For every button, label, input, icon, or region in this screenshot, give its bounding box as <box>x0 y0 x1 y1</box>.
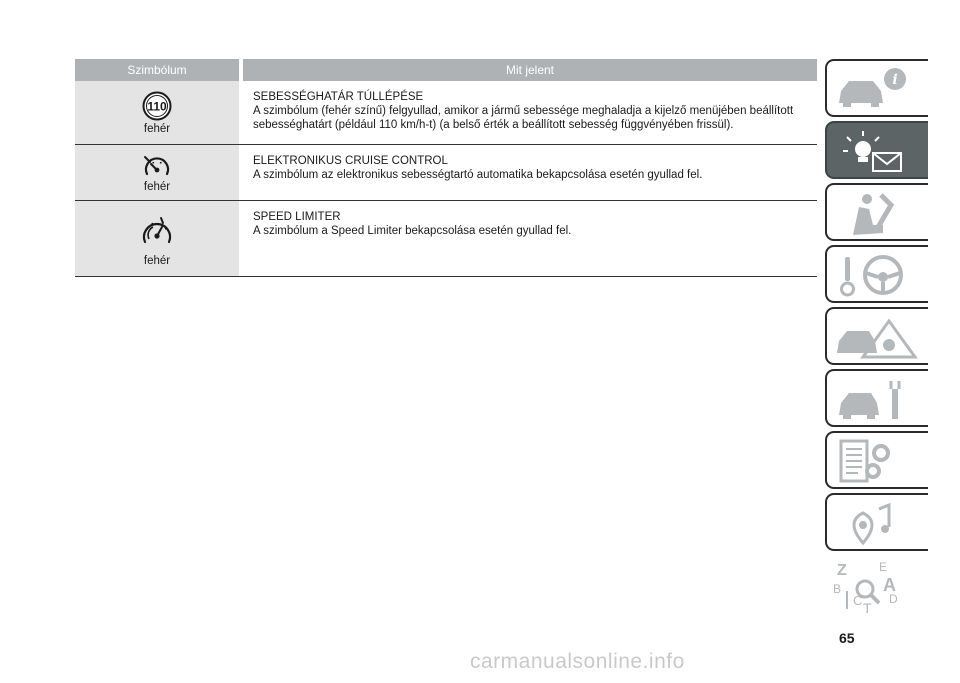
svg-text:T: T <box>863 600 872 615</box>
svg-text:D: D <box>889 592 898 606</box>
speed-limiter-icon <box>139 215 175 247</box>
meaning-cell <box>243 145 817 200</box>
warning-lights-table <box>75 59 817 277</box>
electronic-cruise-control-icon <box>140 155 174 179</box>
row-text: A szimbólum (fehér színű) felgyullad, amikor a jármű sebessége meghaladja a kijelző menüjében beállított sebességhatárt (például 110 km/h-t) (a belső érték a beállított sebesség függvényében frissül). <box>253 105 794 131</box>
svg-text:E: E <box>879 560 888 574</box>
car-crash-warning-icon <box>833 313 925 363</box>
multimedia-music-icon <box>833 499 925 549</box>
table-row <box>75 201 817 277</box>
specifications-gear-icon <box>833 437 925 487</box>
tab-technical-data[interactable] <box>825 431 928 489</box>
car-wrench-icon <box>833 375 925 425</box>
header-meaning: Mit jelent <box>243 59 817 81</box>
seat-airbag-icon <box>833 189 925 239</box>
svg-text:i: i <box>892 72 898 88</box>
svg-text:B: B <box>833 582 842 596</box>
tab-safety[interactable] <box>825 183 928 241</box>
table-row <box>75 81 817 145</box>
color-label: fehér <box>143 123 171 135</box>
table-header <box>75 59 817 81</box>
symbol-cell <box>75 145 239 200</box>
row-title: ELEKTRONIKUS CRUISE CONTROL <box>253 155 448 167</box>
row-title: SPEED LIMITER <box>253 211 341 223</box>
symbol-cell <box>75 201 239 276</box>
page-number: 65 <box>839 630 855 646</box>
color-label: fehér <box>143 181 171 193</box>
speed-limit-110-icon <box>140 91 174 121</box>
tab-warning-lights[interactable] <box>825 121 928 179</box>
tab-starting-driving[interactable] <box>825 245 928 303</box>
row-title: SEBESSÉGHATÁR TÚLLÉPÉSE <box>253 91 424 103</box>
svg-text:A: A <box>883 575 896 595</box>
table-row <box>75 145 817 201</box>
key-steering-wheel-icon <box>833 251 925 301</box>
tab-maintenance[interactable] <box>825 369 928 427</box>
tab-index[interactable] <box>825 555 928 613</box>
speed-limit-badge: 110 <box>147 99 167 114</box>
warning-light-message-icon <box>833 127 925 177</box>
alphabetical-index-icon <box>831 559 923 615</box>
row-text: A szimbólum az elektronikus sebességtartó automatika bekapcsolása esetén gyullad fel. <box>253 169 703 181</box>
tab-emergency[interactable] <box>825 307 928 365</box>
header-symbol: Szimbólum <box>75 59 239 81</box>
symbol-cell <box>75 81 239 144</box>
row-text: A szimbólum a Speed Limiter bekapcsolása esetén gyullad fel. <box>253 225 572 237</box>
watermark: carmanualsonline.info <box>470 650 685 673</box>
meaning-cell <box>243 201 817 276</box>
tab-multimedia[interactable] <box>825 493 928 551</box>
color-label: fehér <box>143 255 171 267</box>
tab-car-info[interactable] <box>825 59 928 117</box>
car-info-icon <box>833 65 925 115</box>
svg-text:Z: Z <box>837 562 847 579</box>
svg-text:C: C <box>853 593 863 608</box>
meaning-cell <box>243 81 817 144</box>
